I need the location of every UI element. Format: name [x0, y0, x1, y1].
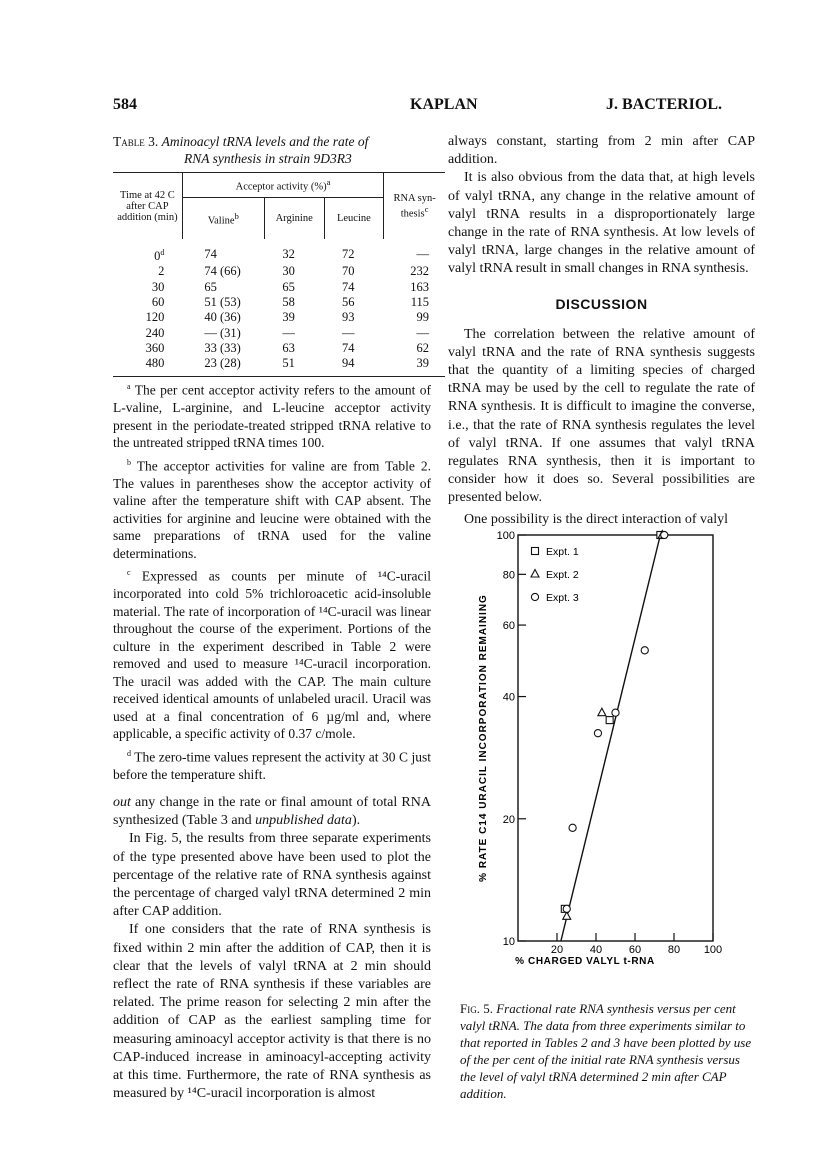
cell-time: 240: [145, 325, 165, 340]
triangle-point: [598, 708, 606, 716]
footnote: $^d$ The zero-time values represent the activity at 30 C just before the temperature shift.: [113, 748, 431, 782]
x-tick-label: 80: [667, 944, 681, 956]
table-title: [113, 133, 445, 167]
table-row: [113, 264, 445, 279]
y-axis-ticks: [497, 530, 526, 948]
table-row: [113, 280, 445, 295]
col-header-valine: Valine$^b$: [182, 198, 264, 240]
x-tick-label: 60: [628, 944, 642, 956]
page-number: 584: [113, 96, 137, 113]
footnote: $^a$ The per cent acceptor activity refers to the amount of L-valine, L-arginine, and L-leucine acceptor activity present in the periodate-treated stripped tRNA relative to the untreated stripped tRNA times 100.: [113, 382, 431, 450]
paragraph: The correlation between the relative amount of valyl tRNA and the rate of RNA synthesis suggests that the quantity of a limiting species of charged tRNA may be used by the cell to regulate the rate of RNA synthesis. It is difficult to imagine the converse, i.e., that the rate of RNA synthesis regulates the level of valyl tRNA. If one assumes that valyl tRNA regulates RNA synthesis, then it is important to consider how it does so. Several possibilities are presented below.: [448, 326, 755, 506]
paragraph: out any change in the rate or final amount of total RNA synthesized (Table 3 and unpublished data).: [113, 795, 431, 829]
col-header-acceptor: Acceptor activity (%)$^a$: [182, 173, 383, 198]
data-points: [561, 531, 668, 920]
circle-point: [661, 531, 668, 538]
col-header-time: Time at 42 C after CAP addition (min): [113, 173, 182, 239]
cell-time: 2: [158, 264, 165, 279]
y-tick-label: 20: [502, 813, 515, 826]
cell-rna: 99: [416, 310, 429, 325]
cell-leucine: 94: [342, 356, 355, 371]
cell-rna: 115: [410, 295, 429, 310]
table-label: Table 3.: [113, 134, 159, 149]
legend-label: Expt. 3: [546, 592, 579, 604]
circle-point: [569, 824, 576, 831]
cell-arginine: 32: [282, 247, 295, 262]
left-column-body: [113, 794, 431, 1103]
table-row: [113, 295, 445, 310]
cell-leucine: 72: [342, 247, 355, 262]
cell-leucine: 93: [342, 310, 355, 325]
cell-valine: 65: [204, 279, 217, 294]
cell-rna: —: [416, 325, 429, 340]
chart-legend: [531, 546, 579, 604]
cell-arginine: 63: [282, 340, 295, 355]
legend-marker: [532, 548, 539, 555]
col-header-arginine: Arginine: [264, 198, 324, 240]
table-row: [113, 326, 445, 341]
section-heading: DISCUSSION: [555, 295, 648, 312]
cell-valine: 74 (66): [204, 264, 241, 279]
y-tick-label: 40: [502, 691, 515, 704]
y-tick-label: 80: [502, 569, 515, 582]
circle-point: [612, 709, 619, 716]
table-footnotes: [113, 378, 431, 783]
cell-arginine: 39: [282, 310, 295, 325]
y-axis-label: % RATE C14 URACIL INCORPORATION REMAINING: [478, 594, 489, 882]
x-tick-label: 100: [703, 944, 723, 956]
cell-arginine: 51: [282, 356, 295, 371]
y-tick-label: 60: [502, 620, 515, 633]
legend-label: Expt. 1: [546, 546, 579, 558]
running-head-author: KAPLAN: [410, 96, 478, 113]
paragraph: always constant, starting from 2 min after CAP addition.: [448, 134, 755, 168]
cell-valine: 51 (53): [204, 295, 241, 310]
figure-5-chart: [460, 520, 760, 970]
table-row: [113, 356, 445, 375]
cell-valine: — (31): [204, 325, 241, 340]
cell-time: 360: [145, 340, 165, 355]
cell-leucine: 74: [342, 279, 355, 294]
y-tick-label: 10: [502, 936, 515, 948]
paragraph: If one considers that the rate of RNA synthesis is fixed within 2 min after the addition of CAP, then it is clear that the levels of valyl tRNA at 2 min should reflect the rate of RNA synthesis if these variables are related. The prime reason for selecting 2 min after the addition of CAP as the earliest sampling time for measuring aminoacyl acceptor activity is that there is no CAP-induced increase in aminoacyl-accepting activity at this time. Furthermore, the rate of RNA synthesis as measured by ¹⁴C-uracil incorporation is almost: [113, 922, 431, 1102]
cell-rna: 62: [416, 340, 429, 355]
x-axis-label: % CHARGED VALYL t-RNA: [515, 956, 655, 967]
cell-valine: 74: [204, 247, 217, 262]
cell-leucine: 74: [342, 340, 355, 355]
footnote: $^b$ The acceptor activities for valine are from Table 2. The values in parentheses show the acceptor activity of valine after the temperature shift with CAP absent. The activities for arginine and leucine were obtained with the same preparations of tRNA used for the valine determinations.: [113, 457, 431, 561]
cell-time: 480: [145, 356, 165, 371]
legend-marker: [531, 593, 538, 600]
cell-arginine: —: [282, 325, 295, 340]
cell-valine: 23 (28): [204, 356, 241, 371]
y-tick-label: 100: [496, 530, 515, 542]
circle-point: [563, 905, 570, 912]
figure-caption: Fig. 5. Fractional rate RNA synthesis versus per cent valyl tRNA. The data from three experiments similar to that reported in Tables 2 and 3 have been plotted by use of the per cent of the initial rate RNA synthesis versus the level of valyl tRNA determined 2 min after CAP addition.: [460, 1001, 752, 1101]
circle-point: [594, 730, 601, 737]
table-3: [113, 172, 445, 377]
running-head-journal: J. BACTERIOL.: [606, 96, 723, 113]
cell-leucine: 56: [342, 295, 355, 310]
x-tick-label: 20: [550, 944, 564, 956]
cell-valine: 33 (33): [204, 340, 241, 355]
footnote: $^c$ Expressed as counts per minute of ¹⁴C-uracil incorporated into cold 5% trichloroacetic acid-insoluble material. The rate of incorporation of ¹⁴C-uracil was linear throughout the course of the experiment. Portions of the culture in the experiment described in Table 2 were removed and used to measure ¹⁴C-uracil incorporation. The uracil was added with the CAP. The main culture received identical amounts of unlabeled uracil. Uracil was used at a final concentration of 6 µg/ml and, where applicable, a specific activity of 0.37 c/mole.: [113, 568, 431, 741]
paragraph: In Fig. 5, the results from three separate experiments of the type presented above have been used to plot the percentage of the relative rate of RNA synthesis against the percentage of charged valyl tRNA determined 2 min after CAP addition.: [113, 831, 431, 920]
paragraph: It is also obvious from the data that, at high levels of valyl tRNA, any change in the relative amount of valyl tRNA results in a disproportionately large change in the rate of RNA synthesis. At low levels of valyl tRNA, large changes in the relative amount of valyl tRNA result in small changes in RNA synthesis.: [448, 170, 755, 277]
cell-rna: 39: [416, 356, 429, 371]
x-axis-ticks: [551, 933, 722, 956]
table-title-line2: RNA synthesis in strain 9D3R3: [184, 151, 352, 166]
cell-time: 60: [151, 295, 165, 310]
cell-time: 30: [151, 279, 165, 294]
cell-arginine: 30: [282, 264, 295, 279]
cell-rna: 232: [410, 264, 429, 279]
cell-arginine: 58: [282, 295, 295, 310]
col-header-rna: RNA syn-thesis$^c$: [393, 192, 436, 220]
table-row: [113, 239, 445, 264]
cell-arginine: 65: [282, 279, 295, 294]
table-title-line1: Aminoacyl tRNA levels and the rate of: [161, 134, 369, 149]
square-point: [606, 717, 613, 724]
x-tick-label: 40: [589, 944, 603, 956]
cell-leucine: —: [342, 325, 355, 340]
cell-time: 0$^d$: [154, 248, 165, 264]
right-column-body: [448, 133, 755, 529]
paragraph: One possibility is the direct interaction of valyl: [464, 511, 728, 527]
table-row: [113, 310, 445, 325]
cell-rna: 163: [410, 279, 429, 294]
legend-marker: [531, 570, 539, 578]
cell-leucine: 70: [342, 264, 355, 279]
cell-rna: —: [416, 247, 429, 262]
cell-time: 120: [145, 310, 165, 325]
table-row: [113, 341, 445, 356]
col-header-leucine: Leucine: [324, 198, 384, 240]
cell-valine: 40 (36): [204, 310, 241, 325]
legend-label: Expt. 2: [546, 569, 579, 581]
circle-point: [641, 647, 648, 654]
